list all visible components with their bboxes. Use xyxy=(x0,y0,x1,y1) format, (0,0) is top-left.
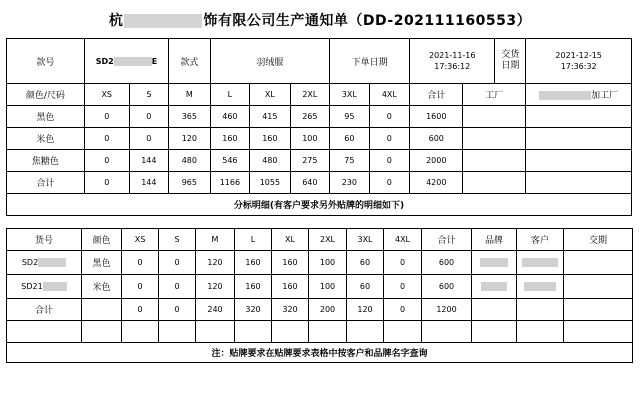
size-header-row: 颜色/尺码 XS S M L XL 2XL 3XL 4XL 合计 工厂 加工厂 xyxy=(7,84,632,106)
brand-cell xyxy=(472,251,517,275)
document-title: 杭 饰有限公司生产通知单（DD-202111160553） xyxy=(108,13,532,29)
redaction xyxy=(539,91,591,100)
sku-cell: SD21 xyxy=(7,275,82,299)
size-row: 黑色 0 0 365 460 415 265 95 0 1600 xyxy=(7,106,632,128)
header-row xyxy=(7,39,632,84)
redaction xyxy=(38,258,66,267)
style-no-value: SD2 E xyxy=(84,39,168,84)
order-date-label: 下单日期 xyxy=(330,39,410,84)
redaction xyxy=(522,258,558,267)
detail-total-row: 合计 0 0 240 320 320 200 120 0 1200 xyxy=(7,299,633,321)
sub-title: 分标明细(有客户要求另外贴牌的明细如下) xyxy=(7,194,632,216)
size-total-row: 合计 0 144 965 1166 1055 640 230 0 4200 xyxy=(7,172,632,194)
factory-name: 加工厂 xyxy=(526,84,632,106)
size-row: 焦糖色 0 144 480 546 480 275 75 0 2000 xyxy=(7,150,632,172)
note: 注：贴牌要求在贴牌要求表格中按客户和品牌名字查询 xyxy=(7,343,633,363)
customer-cell xyxy=(517,275,564,299)
detail-table xyxy=(6,228,633,363)
redaction xyxy=(480,258,508,267)
style-label: 款式 xyxy=(169,39,211,84)
delivery-value: 2021-12-15 17:36:32 xyxy=(526,39,632,84)
production-table xyxy=(6,38,632,216)
size-row: 米色 0 0 120 160 160 100 60 0 600 xyxy=(7,128,632,150)
sku-cell: SD2 xyxy=(7,251,82,275)
order-date-value: 2021-11-16 17:36:12 xyxy=(410,39,495,84)
redaction xyxy=(43,282,67,291)
empty-row xyxy=(7,321,633,343)
note-row xyxy=(7,343,633,363)
style-no-label: 款号 xyxy=(7,39,85,84)
detail-row: SD21 米色 0 0 120 160 160 100 60 0 600 xyxy=(7,275,633,299)
style-value: 羽绒服 xyxy=(210,39,329,84)
redaction xyxy=(124,14,202,28)
redaction xyxy=(524,282,556,291)
sub-title-row xyxy=(7,194,632,216)
redaction xyxy=(481,282,507,291)
detail-header-row: 货号 颜色 XS S M L XL 2XL 3XL 4XL 合计 品牌 客户 交期 xyxy=(7,229,633,251)
customer-cell xyxy=(517,251,564,275)
detail-row: SD2 黑色 0 0 120 160 160 100 60 0 600 xyxy=(7,251,633,275)
brand-cell xyxy=(472,275,517,299)
redaction xyxy=(114,57,152,66)
delivery-label: 交货日期 xyxy=(495,39,526,84)
